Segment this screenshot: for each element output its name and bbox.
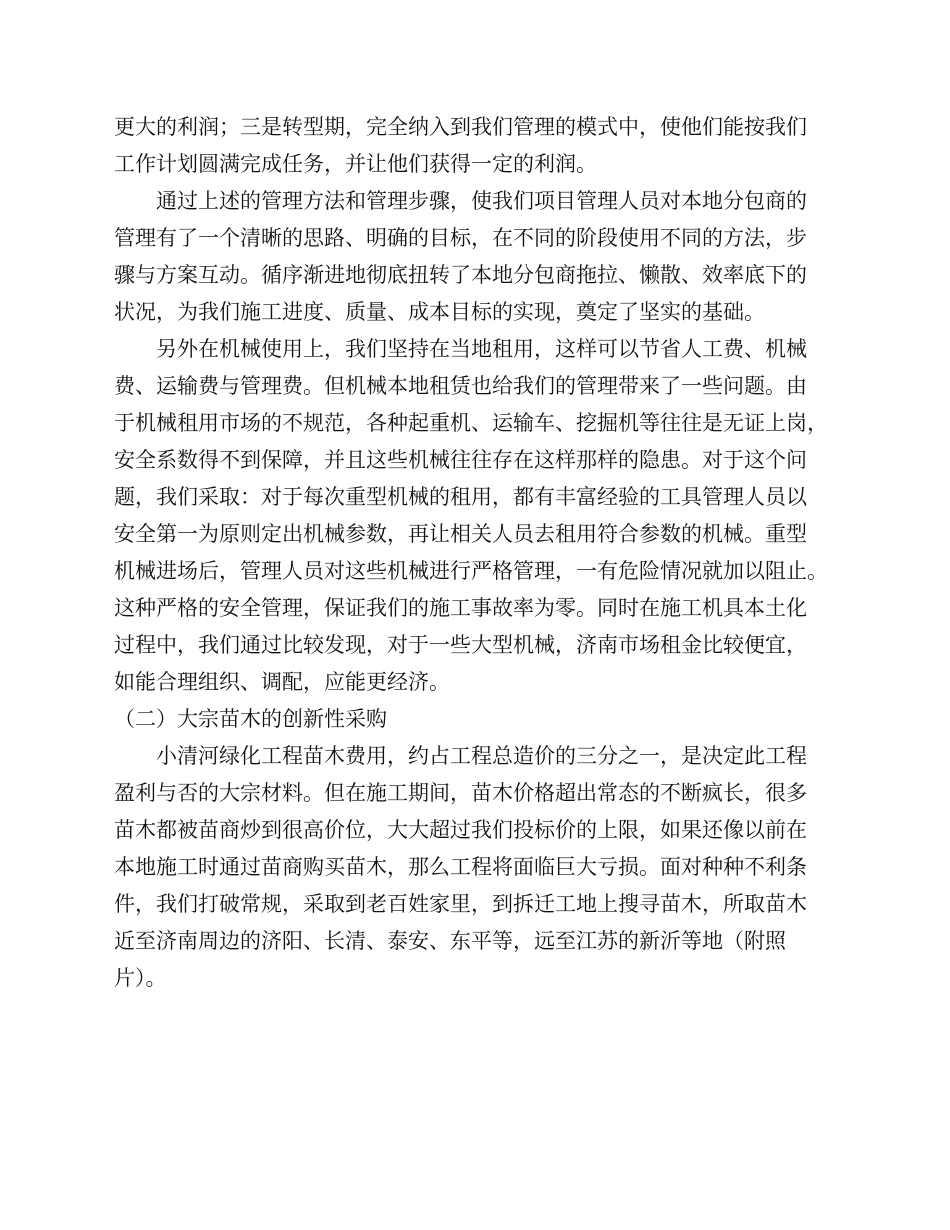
text-line: 更大的利润；三是转型期，完全纳入到我们管理的模式中，使他们能按我们 [114, 115, 807, 139]
text-line: 这种严格的安全管理，保证我们的施工事故率为零。同时在施工机具本土化 [114, 596, 807, 620]
text-line: 安全第一为原则定出机械参数，再让相关人员去租用符合参数的机械。重型 [114, 522, 807, 546]
text-line: 近至济南周边的济阳、长清、泰安、东平等，远至江苏的新沂等地（附照 [114, 929, 786, 953]
text-line: 片）。 [114, 966, 167, 990]
text-line: 骤与方案互动。循序渐进地彻底扭转了本地分包商拖拉、懒散、效率底下的 [114, 263, 807, 287]
text-line: 过程中，我们通过比较发现，对于一些大型机械，济南市场租金比较便宜， [114, 633, 807, 657]
text-line: 盈利与否的大宗材料。但在施工期间，苗木价格超出常态的不断疯长，很多 [114, 781, 807, 805]
text-line: 机械进场后，管理人员对这些机械进行严格管理，一有危险情况就加以阻止。 [114, 559, 828, 583]
paragraph-start-line: 另外在机械使用上，我们坚持在当地租用，这样可以节省人工费、机械 [114, 337, 807, 361]
text-line: 于机械租用市场的不规范，各种起重机、运输车、挖掘机等往往是无证上岗， [114, 411, 828, 435]
text-line: 状况，为我们施工进度、质量、成本目标的实现，奠定了坚实的基础。 [114, 300, 765, 324]
text-line: 工作计划圆满完成任务，并让他们获得一定的利润。 [114, 152, 597, 176]
text-line: 题，我们采取：对于每次重型机械的租用，都有丰富经验的工具管理人员以 [114, 485, 807, 509]
text-line: 安全系数得不到保障，并且这些机械往往存在这样那样的隐患。对于这个问 [114, 448, 807, 472]
text-line: 费、运输费与管理费。但机械本地租赁也给我们的管理带来了一些问题。由 [114, 374, 807, 398]
text-line: 苗木都被苗商炒到很高价位，大大超过我们投标价的上限，如果还像以前在 [114, 818, 807, 842]
paragraph-start-line: 通过上述的管理方法和管理步骤，使我们项目管理人员对本地分包商的 [114, 189, 807, 213]
text-line: 管理有了一个清晰的思路、明确的目标，在不同的阶段使用不同的方法，步 [114, 226, 807, 250]
text-line: 本地施工时通过苗商购买苗木，那么工程将面临巨大亏损。面对种种不利条 [114, 855, 807, 879]
text-line: 如能合理组织、调配，应能更经济。 [114, 670, 450, 694]
paragraph-start-line: 小清河绿化工程苗木费用，约占工程总造价的三分之一，是决定此工程 [114, 744, 807, 768]
section-heading: （二）大宗苗木的创新性采购 [114, 707, 387, 731]
text-line: 件，我们打破常规，采取到老百姓家里，到拆迁工地上搜寻苗木，所取苗木 [114, 892, 807, 916]
